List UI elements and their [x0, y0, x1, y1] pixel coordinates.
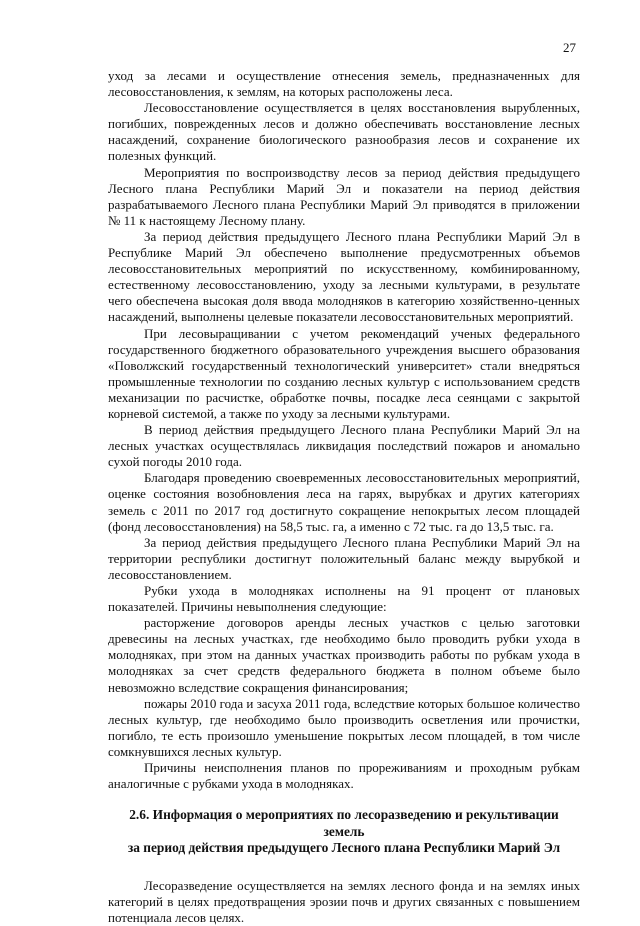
- paragraph: Причины неисполнения планов по прореживаниям и проходным рубкам аналогичные с рубками ухода в молодняках.: [108, 760, 580, 792]
- section-heading-line-1: 2.6. Информация о мероприятиях по лесоразведению и рекультивации земель: [129, 807, 559, 839]
- paragraph: Мероприятия по воспроизводству лесов за период действия предыдущего Лесного плана Республики Марий Эл и показатели на период действия разрабатываемого Лесного плана Республики Марий Эл приводятся в приложении № 11 к настоящему Лесному плану.: [108, 164, 580, 228]
- paragraph: уход за лесами и осуществление отнесения земель, предназначенных для лесовосстановления, к землям, на которых расположены леса.: [108, 68, 580, 100]
- paragraph: пожары 2010 года и засуха 2011 года, вследствие которых большое количество лесных культур, где необходимо было производить осветления или прочистки, погибло, те есть произошло уменьшение покрытых лесом площадей, в том числе сомкнувшихся лесных культур.: [108, 695, 580, 759]
- paragraph: За период действия предыдущего Лесного плана Республики Марий Эл в Республике Марий Эл обеспечено выполнение предусмотренных объемов лесовосстановительных мероприятий по искусственному, комбинированному, естественному лесовосстановлению, уходу за лесными культурами, в результате чего обеспечена высокая доля ввода молодняков в категорию хозяйственно-ценных насаждений, выполнены целевые показатели лесовосстановительных мероприятий.: [108, 228, 580, 325]
- section-heading-line-2: за период действия предыдущего Лесного плана Республики Марий Эл: [127, 840, 561, 856]
- section-heading: [108, 807, 580, 857]
- paragraph: В период действия предыдущего Лесного плана Республики Марий Эл на лесных участках осуществлялась ликвидация последствий пожаров и аномально сухой погоды 2010 года.: [108, 422, 580, 470]
- paragraph: Благодаря проведению своевременных лесовосстановительных мероприятий, оценке состояния возобновления леса на гарях, вырубках и других категориях земель с 2011 по 2017 год достигнуто сокращение непокрытых лесом площадей (фонд лесовосстановления) на 58,5 тыс. га, а именно с 72 тыс. га до 13,5 тыс. га.: [108, 470, 580, 534]
- paragraph: Лесовосстановление осуществляется в целях восстановления вырубленных, погибших, поврежденных лесов и должно обеспечивать восстановление лесных насаждений, сохранение биологического разнообразия лесов и сохранение их полезных функций.: [108, 100, 580, 164]
- paragraph: При лесовыращивании с учетом рекомендаций ученых федерального государственного бюджетного образовательного учреждения высшего образования «Поволжский государственный технологический университет» стали внедряться промышленные технологии по созданию лесных культур с использованием средств механизации по расчистке, обработке почвы, посадке леса сеянцами с закрытой корневой системой, а также по уходу за лесными культурами.: [108, 325, 580, 421]
- paragraph: расторжение договоров аренды лесных участков с целью заготовки древесины на лесных участках, где необходимо было проводить рубки ухода в молодняках, при этом на данных участках производить работы по рубкам ухода в молодняках за счет средств федерального бюджета в полном объеме было невозможно вследствие сокращения финансирования;: [108, 615, 580, 695]
- paragraph: За период действия предыдущего Лесного плана Республики Марий Эл на территории республики достигнут положительный баланс между вырубкой и лесовосстановлением.: [108, 534, 580, 582]
- paragraphs-before-heading: [108, 68, 580, 792]
- body-text: [108, 68, 580, 926]
- paragraphs-after-heading: [108, 878, 580, 926]
- paragraph: Рубки ухода в молодняках исполнены на 91 процент от плановых показателей. Причины невыполнения следующие:: [108, 583, 580, 615]
- paragraph: Лесоразведение осуществляется на землях лесного фонда и на землях иных категорий в целях предотвращения эрозии почв и других связанных с повышением потенциала лесов целях.: [108, 877, 580, 925]
- page-number: 27: [563, 40, 576, 55]
